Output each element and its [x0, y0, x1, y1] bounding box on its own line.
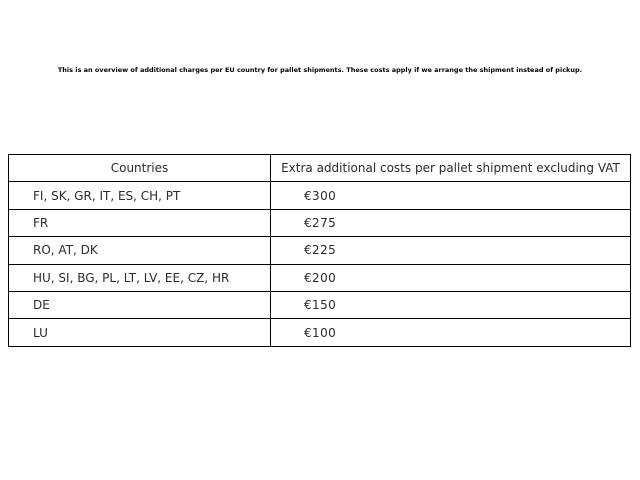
countries-cell: DE [9, 291, 271, 318]
cost-cell: €100 [271, 319, 631, 346]
charges-table [8, 154, 631, 347]
table-row [9, 209, 631, 236]
cost-cell: €275 [271, 209, 631, 236]
cost-cell: €300 [271, 182, 631, 209]
header-row [9, 155, 631, 182]
costs-header: Extra additional costs per pallet shipment excluding VAT [271, 155, 631, 182]
table-row [9, 237, 631, 264]
cost-cell: €200 [271, 264, 631, 291]
table-row [9, 291, 631, 318]
countries-cell: HU, SI, BG, PL, LT, LV, EE, CZ, HR [9, 264, 271, 291]
table-row [9, 319, 631, 346]
table-row [9, 264, 631, 291]
countries-cell: FI, SK, GR, IT, ES, CH, PT [9, 182, 271, 209]
table-body [9, 182, 631, 346]
countries-cell: FR [9, 209, 271, 236]
table-row [9, 182, 631, 209]
cost-cell: €150 [271, 291, 631, 318]
cost-cell: €225 [271, 237, 631, 264]
countries-cell: RO, AT, DK [9, 237, 271, 264]
intro-text: This is an overview of additional charges per EU country for pallet shipments. These costs apply if we arrange the shipment instead of pickup. [57, 66, 583, 74]
countries-header: Countries [9, 155, 271, 182]
countries-cell: LU [9, 319, 271, 346]
table-header [9, 155, 631, 182]
